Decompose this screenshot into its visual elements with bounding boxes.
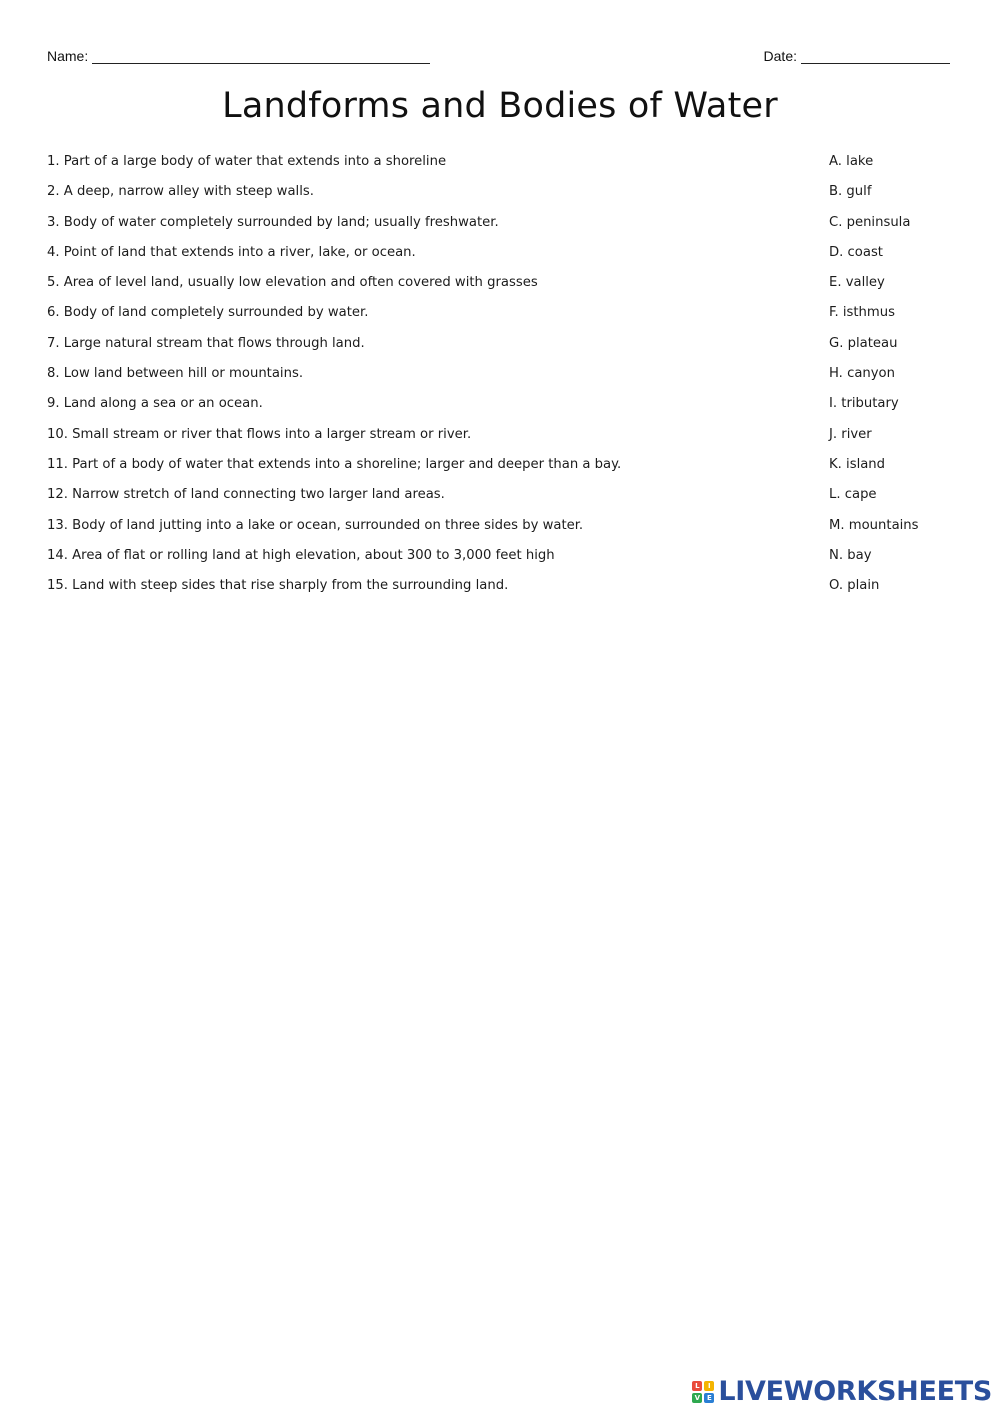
answer-option[interactable]: E. valley [829,275,885,291]
page-title: Landforms and Bodies of Water [222,86,778,126]
question-item: 3. Body of water completely surrounded by land; usually freshwater. [47,214,499,230]
question-item: 7. Large natural stream that flows through land. [47,335,365,351]
logo-letter-i: I [704,1381,714,1391]
answer-option[interactable]: M. mountains [829,517,919,533]
answer-option[interactable]: A. lake [829,154,874,169]
logo-letter-l: L [692,1381,702,1391]
question-item: 10. Small stream or river that flows into a larger stream or river. [47,426,472,442]
question-item: 1. Part of a large body of water that extends into a shoreline [47,154,447,169]
answer-option[interactable]: N. bay [829,547,872,563]
date-label: Date: [763,48,797,64]
question-item: 4. Point of land that extends into a river, lake, or ocean. [47,244,416,260]
worksheet-header [47,48,950,68]
answer-option[interactable]: D. coast [829,244,883,260]
answer-option[interactable]: L. cape [829,487,877,503]
liveworksheets-logo[interactable] [692,1376,992,1407]
name-blank-line[interactable] [92,48,430,64]
answer-option[interactable]: O. plain [829,578,880,594]
date-blank-line[interactable] [801,48,950,64]
answer-option[interactable]: K. island [829,456,886,472]
date-field [764,48,950,64]
question-item: 5. Area of level land, usually low elevation and often covered with grasses [47,275,538,291]
question-item: 2. A deep, narrow alley with steep walls. [47,184,314,200]
answer-option[interactable]: F. isthmus [829,305,895,321]
logo-letter-e: E [704,1393,714,1403]
answer-option[interactable]: B. gulf [829,184,872,200]
question-item: 14. Area of flat or rolling land at high elevation, about 300 to 3,000 feet high [47,547,555,563]
logo-letter-v: V [692,1393,702,1403]
answer-list [829,151,979,605]
answer-option[interactable]: H. canyon [829,366,895,382]
answer-option[interactable]: G. plateau [829,335,898,351]
logo-badge-icon [692,1381,714,1403]
question-item: 12. Narrow stretch of land connecting two larger land areas. [47,487,445,503]
name-label: Name: [47,48,89,64]
answer-option[interactable]: C. peninsula [829,214,911,230]
question-item: 11. Part of a body of water that extends into a shoreline; larger and deeper than a bay. [47,456,622,472]
question-item: 15. Land with steep sides that rise sharply from the surrounding land. [47,578,509,594]
name-field [47,48,430,64]
question-item: 6. Body of land completely surrounded by water. [47,305,369,321]
question-item: 13. Body of land jutting into a lake or ocean, surrounded on three sides by water. [47,517,584,533]
answer-option[interactable]: J. river [829,426,872,442]
question-list [47,151,807,605]
answer-option[interactable]: I. tributary [829,396,899,412]
question-item: 9. Land along a sea or an ocean. [47,396,263,412]
question-item: 8. Low land between hill or mountains. [47,366,304,382]
logo-text: LIVEWORKSHEETS [718,1376,992,1407]
